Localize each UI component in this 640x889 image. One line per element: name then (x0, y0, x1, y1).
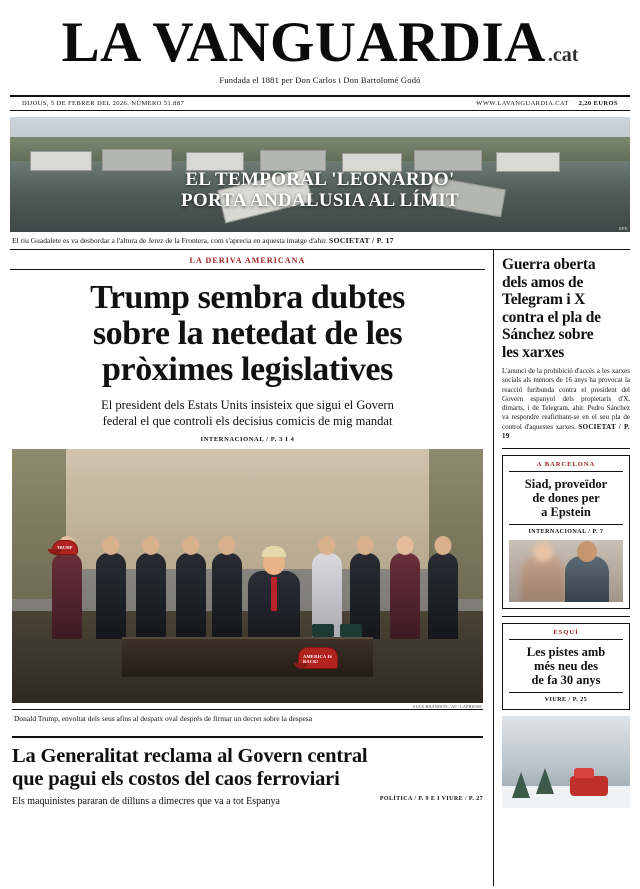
dateline-price: 2,20 EUROS (578, 100, 618, 108)
lead-subhead-line1: El president dels Estats Units insisteix que sigui el Govern (101, 398, 394, 413)
bottom-story-subhead-text: Els maquinistes pararan de dilluns a dimecres que va a tot Espanya (12, 795, 280, 807)
masthead-title: LA VANGUARDIA (61, 11, 546, 74)
lead-story-headline[interactable] (16, 280, 479, 388)
bottom-story-subhead (12, 796, 483, 807)
sidebar-story3-line1: Les pistes amb (526, 645, 606, 660)
photo-caravan (102, 149, 172, 171)
sidebar-story2-line3: a Epstein (541, 505, 591, 520)
top-story-headline (10, 169, 630, 212)
sidebar-story2-photo (509, 540, 623, 602)
sidebar-story3 (502, 623, 630, 710)
lead-story-section-ref[interactable]: INTERNACIONAL / P. 3 I 4 (200, 436, 295, 444)
lead-headline-line2: sobre la netedat de les (92, 315, 403, 353)
sidebar-story3-photo (502, 716, 630, 808)
lead-story-photo-credit: ALEX BRANDON / AP / LAPRESSE (412, 704, 482, 710)
lead-story-photo-caption: Donald Trump, envoltat dels seus afins al despatx oval després de firmar un decret sobre la despesa (12, 709, 483, 728)
photo-red-cap-text: TRUMP (57, 545, 73, 551)
bottom-headline-line2: que pagui els costos del caos ferroviari (12, 768, 340, 791)
top-story-photo (10, 117, 630, 232)
sidebar-story2-section-ref[interactable]: INTERNACIONAL / P. 7 (509, 524, 623, 535)
photo-tree (536, 768, 554, 794)
sidebar-story2-kicker: A BARCELONA (509, 461, 623, 472)
sidebar-story1-line4: contra el pla de (502, 308, 601, 326)
lead-story-subhead (36, 398, 459, 429)
sidebar-story1-headline[interactable] (502, 256, 630, 361)
sidebar-divider (502, 448, 630, 449)
sidebar-story1-line1: Guerra oberta (502, 256, 596, 274)
photo-red-cap-text: AMERICA IS BACK! (303, 654, 333, 665)
sidebar-story3-section-ref[interactable]: VIURE / P. 25 (509, 692, 623, 703)
bottom-story (12, 736, 483, 806)
top-story-section-ref[interactable]: SOCIETAT / P. 17 (329, 236, 394, 246)
top-story-headline-line1: EL TEMPORAL 'LEONARDO' (185, 169, 455, 191)
photo-snow-groomer (570, 776, 608, 796)
sidebar-story1-line3: Telegram i X (502, 291, 586, 309)
sidebar-story3-kicker: ESQUÍ (509, 629, 623, 640)
sidebar-story2-line1: Siad, proveïdor (524, 477, 608, 492)
sidebar-column (494, 250, 630, 886)
photo-trump-figure (248, 571, 300, 645)
photo-red-cap (52, 540, 78, 555)
top-story-caption (10, 232, 630, 250)
lead-story-kicker: LA DERIVA AMERICANA (10, 256, 485, 270)
sidebar-divider (502, 616, 630, 617)
masthead (0, 0, 640, 89)
dateline-bar (10, 97, 630, 111)
masthead-domain-suffix: .cat (547, 44, 579, 66)
sidebar-story3-line3: de fa 30 anys (531, 673, 601, 688)
photo-red-cap (298, 647, 338, 669)
sidebar-story2-headline[interactable] (509, 477, 623, 519)
sidebar-story2 (502, 455, 630, 609)
sidebar-story3-line2: més neu des (534, 659, 598, 674)
masthead-founded-line: Fundada el 1881 per Don Carlos i Don Bartolomé Godó (219, 75, 421, 86)
photo-desk-phone (312, 624, 334, 637)
bottom-story-headline[interactable] (12, 745, 483, 790)
lead-headline-line1: Trump sembra dubtes (90, 279, 405, 317)
photo-tree (512, 772, 530, 798)
top-story-photo-credit: EFE (619, 226, 628, 232)
bottom-story-section-ref[interactable]: POLÍTICA / P. 9 E I VIURE / P. 27 (379, 795, 483, 802)
dateline-website[interactable]: WWW.LAVANGUARDIA.CAT (476, 100, 569, 108)
photo-desk-phone (340, 624, 362, 637)
bottom-headline-line1: La Generalitat reclama al Govern central (12, 745, 368, 768)
photo-wall (12, 449, 483, 569)
sidebar-story3-headline[interactable] (509, 645, 623, 687)
photo-caravan (260, 150, 326, 171)
top-story-headline-line2: PORTA ANDALUSIA AL LÍMIT (180, 190, 460, 212)
top-story-caption-text: El riu Guadalete es va desbordar a l'altura de Jerez de la Frontera, com s'aprecia en aquesta imatge d'ahir. (12, 236, 328, 246)
dateline-left: DIJOUS, 5 DE FEBRER DEL 2026. NÚMERO 51.887 (22, 100, 185, 108)
sidebar-story1-body-text: L'anunci de la prohibició d'accés a les xarxes socials als menors de 16 anys ha provocat la reacció furibunda contra el president del Govern espanyol dels propietaris d'X, dimarts, i de Telegram, ahir. Pedro Sánchez va respondre reafirmant-se en el seu pla de control d'aquestes xarxes. (502, 367, 630, 431)
lead-story-photo (12, 449, 483, 703)
page-body (10, 250, 630, 886)
sidebar-story1-line2: dels amos de (502, 273, 584, 291)
photo-caravan (30, 151, 92, 171)
sidebar-story1-line6: les xarxes (502, 343, 565, 361)
main-column (10, 250, 494, 886)
sidebar-story1-body (502, 367, 630, 441)
photo-man (565, 556, 609, 602)
photo-blurred-woman (521, 556, 565, 602)
sidebar-story1-section-ref[interactable]: SOCIETAT / P. 19 (502, 422, 631, 440)
lead-subhead-line2: federal el que controli els decisius comicis de mig mandat (102, 413, 393, 428)
lead-headline-line3: pròximes legislatives (102, 351, 393, 389)
photo-caravan (414, 150, 482, 171)
sidebar-story2-line2: de dones per (532, 491, 600, 506)
sidebar-story1-line5: Sánchez sobre (502, 326, 594, 344)
